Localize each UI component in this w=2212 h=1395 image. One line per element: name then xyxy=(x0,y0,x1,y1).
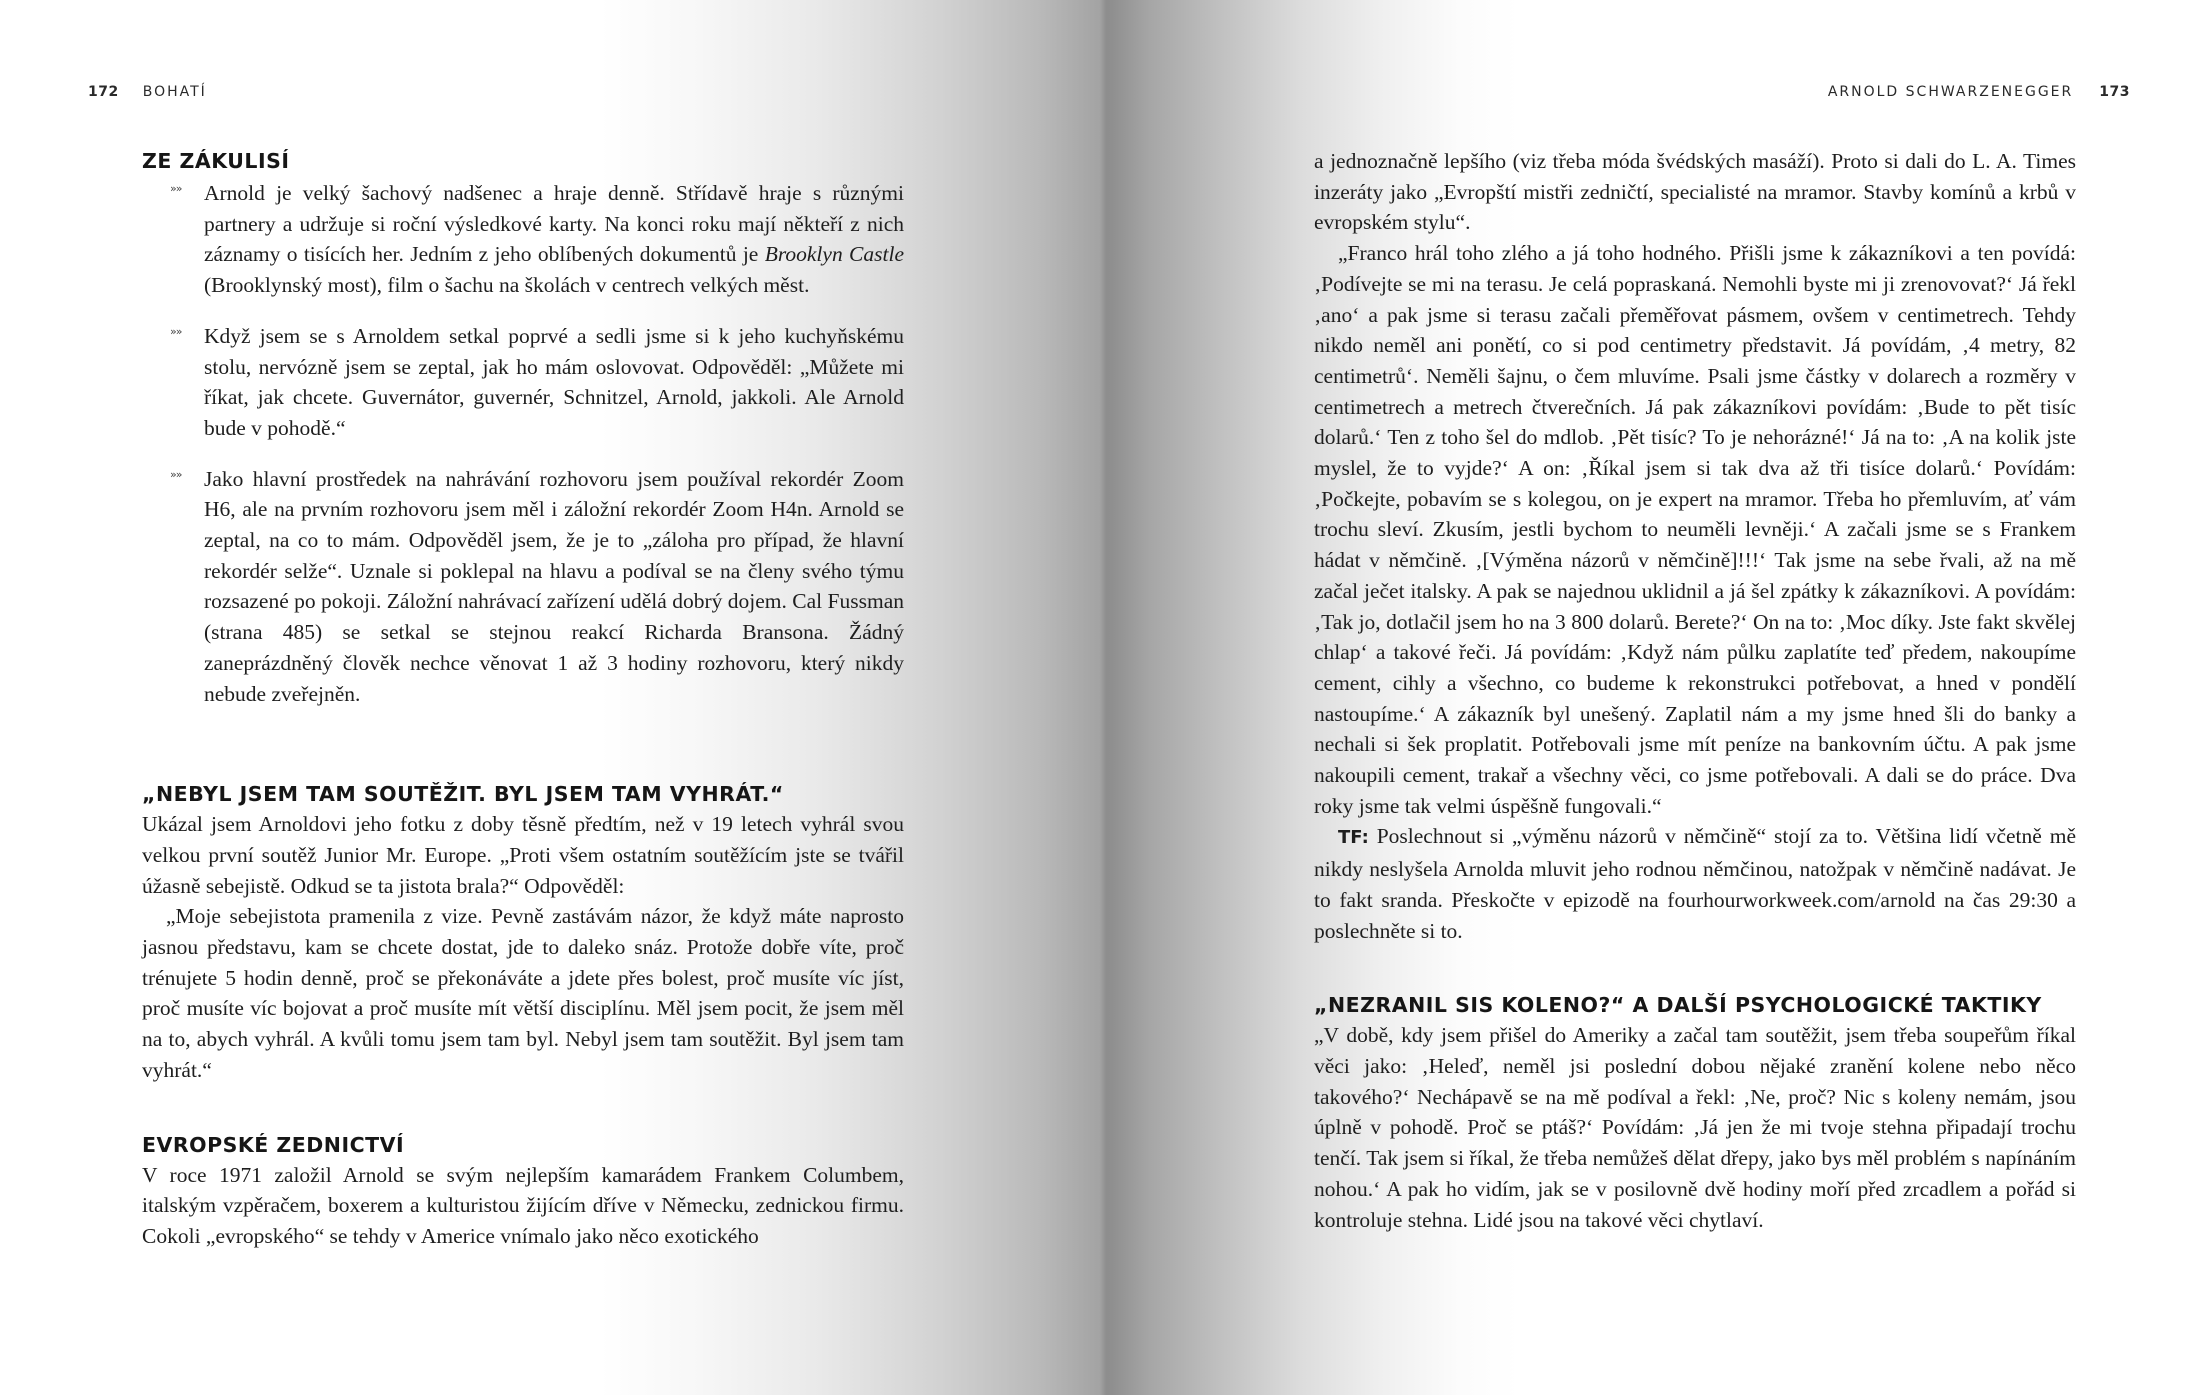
list-item xyxy=(142,464,904,710)
section-heading: EVROPSKÉ ZEDNICTVÍ xyxy=(142,1132,405,1157)
running-title: BOHATÍ xyxy=(142,84,207,100)
section-heading: „NEBYL JSEM TAM SOUTĚŽIT. BYL JSEM TAM VYHRÁT.“ xyxy=(142,782,784,807)
bullet-icon: »» xyxy=(170,324,182,338)
bullet-text: Když jsem se s Arnoldem setkal poprvé a sedli jsme si k jeho kuchyňskému stolu, nervózně jsem se zeptal, jak ho mám oslovovat. Odpověděl: „Můžete mi říkat, jak chcete. Guvernátor, guvernér, Schnitzel, Arnold, jakkoli. Ale Arnold bude v pohodě.“ xyxy=(204,323,904,440)
tf-label: TF: xyxy=(1338,827,1369,849)
list-item xyxy=(142,321,904,444)
body-paragraph: V roce 1971 založil Arnold se svým nejlepším kamarádem Frankem Columbem, italským vzpěračem, boxerem a kulturistou žijícím dříve v Německu, zednickou firmu. Cokoli „evropského“ se tehdy v Americe vnímalo jako něco exotického xyxy=(142,1162,904,1248)
left-running-head xyxy=(88,84,207,100)
page-number: 172 xyxy=(88,84,119,100)
bullet-text: Jako hlavní prostředek na nahrávání rozhovoru jsem používal rekordér Zoom H6, ale na prvním rozhovoru jsem měl i záložní rekordér Zoom H4n. Arnold se zeptal, na co to mám. Odpověděl jsem, že je to „záloha pro případ, že hlavní rekordér selže“. Uznale si poklepal na hlavu a podíval se na členy svého týmu rozsazené po pokoji. Záložní nahrávací zařízení udělá dobrý dojem. Cal Fussman (strana 485) se setkal se stejnou reakcí Richarda Bransona. Žádný zaneprázdněný člověk nechce věnovat 1 až 3 hodiny rozhovoru, který nikdy nebude zveřejněn. xyxy=(204,466,904,706)
right-running-head xyxy=(1828,84,2130,100)
body-paragraph: a jednoznačně lepšího (viz třeba móda švédských masáží). Proto si dali do L. A. Times inzeráty jako „Evropští mistři zedničtí, specialisté na mramor. Stavby komínů a krbů v evropském stylu“. xyxy=(1314,149,2076,235)
list-item xyxy=(142,178,904,301)
section-heading: „NEZRANIL SIS KOLENO?“ A DALŠÍ PSYCHOLOGICKÉ TAKTIKY xyxy=(1314,993,2042,1018)
bullet-text: Arnold je velký šachový nadšenec a hraje denně. Střídavě hraje s různými partnery a udržuje si roční výsledkové karty. Na konci roku mají někteří z nich záznamy o tisících her. Jedním z jeho oblíbených dokumentů je Brooklyn Castle (Brooklynský most), film o šachu na školách v centrech velkých měst. xyxy=(204,181,904,298)
right-column xyxy=(1314,146,2076,1235)
bullet-icon: »» xyxy=(170,182,182,195)
quote-paragraph: „Franco hrál toho zlého a já toho hodného. Přišli jsme k zákazníkovi a ten povídá: ‚Podívejte se mi na terasu. Je celá popraskaná. Nemohli byste mi ji zrenovovat?‘ Já řekl ‚ano‘ a pak jsme si terasu začali přeměřovat pásmem, ovšem v centimetrech. Tehdy nikdo neměl ani ponětí, co si pod centimetry představit. Já povídám, ‚4 metry, 82 centimetrů‘. Neměli šajnu, o čem mluvíme. Psali jsme částky v dolarech a rozměry v centimetrech a metrech čtverečních. Já pak zákazníkovi povídám: ‚Bude to pět tisíc dolarů.‘ Ten z toho šel do mdlob. ‚Pět tisíc? To je nehorázné!‘ Já na to: ‚A na kolik jste myslel, že to vyjde?‘ A on: ‚Říkal jsem si tak dva až tři tisíce dolarů.‘ Povídám: ‚Počkejte, pobavím se s kolegou, on je expert na mramor. Třeba ho přemluvím, ať vám trochu sleví. Zkusím, jestli bychom to neuměli levněji.‘ A začali jsme se s Frankem hádat v němčině. ‚[Výměna názorů v němčině]!!!‘ Tak jsme na sebe řvali, až na mě začal ječet italsky. A pak se najednou uklidnil a já šel zpátky k zákazníkovi. A povídám: ‚Tak jo, dotlačil jsem ho na 3 800 dolarů. Berete?‘ On na to: ‚Moc díky. Jste fakt skvělej chlap‘ a takové řeči. Já povídám: ‚Když nám půlku zaplatíte teď předem, nakoupíme cement, cihly a všechno, co budeme k rekonstrukci potřebovat, a hned v pondělí nastoupíme.‘ A zákazník byl unešený. Zaplatil nám a my jsme hned šli do banky a nechali si šek proplatit. Potřebovali jsme mít peníze na bankovním účtu. A pak jsme nakoupili cement, trakař a všechny věci, co jsme potřebovali. A dali se do práce. Dva roky jsme tak velmi úspěšně fungovali.“ xyxy=(1314,241,2076,818)
section-heading: ZE ZÁKULISÍ xyxy=(142,149,290,173)
tf-note: TF: Poslechnout si „výměnu názorů v němčině“ stojí za to. Většina lidí včetně mě nikdy neslyšela Arnolda mluvit jeho rodnou němčinou, natožpak v němčině nadávat. Je to fakt sranda. Přeskočte v epizodě na fourhourworkweek.com/arnold na čas 29:30 a poslechněte si to. xyxy=(1314,824,2076,943)
page-number: 173 xyxy=(2099,84,2130,100)
left-column xyxy=(142,146,904,1252)
film-title: Brooklyn Castle xyxy=(764,242,904,267)
quote-paragraph: „Moje sebejistota pramenila z vize. Pevně zastávám názor, že když máte naprosto jasnou představu, kam se chcete dostat, jde to daleko snáz. Protože dobře víte, proč trénujete 5 hodin denně, proč se překonáváte a jdete přes bolest, proč musíte víc jíst, proč musíte víc bojovat a proč musíte mít větší disciplínu. Měl jsem pocit, že jsem měl na to, abych vyhrál. A kvůli tomu jsem tam byl. Nebyl jsem tam soutěžit. Byl jsem tam vyhrát.“ xyxy=(142,904,904,1082)
bullet-list xyxy=(142,178,904,709)
bullet-icon: »» xyxy=(170,467,182,481)
running-title: ARNOLD SCHWARZENEGGER xyxy=(1827,84,2074,100)
body-paragraph: Ukázal jsem Arnoldovi jeho fotku z doby těsně předtím, než v 19 letech vyhrál svou velkou první soutěž Junior Mr. Europe. „Proti všem ostatním soutěžícím jste se tvářil úžasně sebejistě. Odkud se ta jistota brala?“ Odpověděl: xyxy=(142,812,904,898)
right-page xyxy=(1106,0,2212,1395)
body-paragraph: „V době, kdy jsem přišel do Ameriky a začal tam soutěžit, jsem třeba soupeřům říkal věci jako: ‚Heleď, neměl jsi poslední dobou nějaké zranění kolene nebo něco takového?‘ Nechápavě se na mě podíval a řekl: ‚Ne, proč? Nic s koleny nemám, jsou úplně v pohodě. Proč se ptáš?‘ Povídám: ‚Já jen že mi tvoje stehna připadají trochu tenčí. Tak jsem si říkal, že třeba nemůžeš dělat dřepy, jako bys měl problém s napínáním nohou.‘ A pak ho vidím, jak se v posilovně dvě hodiny moří před zrcadlem a pořád si kontroluje stehna. Lidé jsou na takové věci chytlaví. xyxy=(1314,1023,2076,1232)
